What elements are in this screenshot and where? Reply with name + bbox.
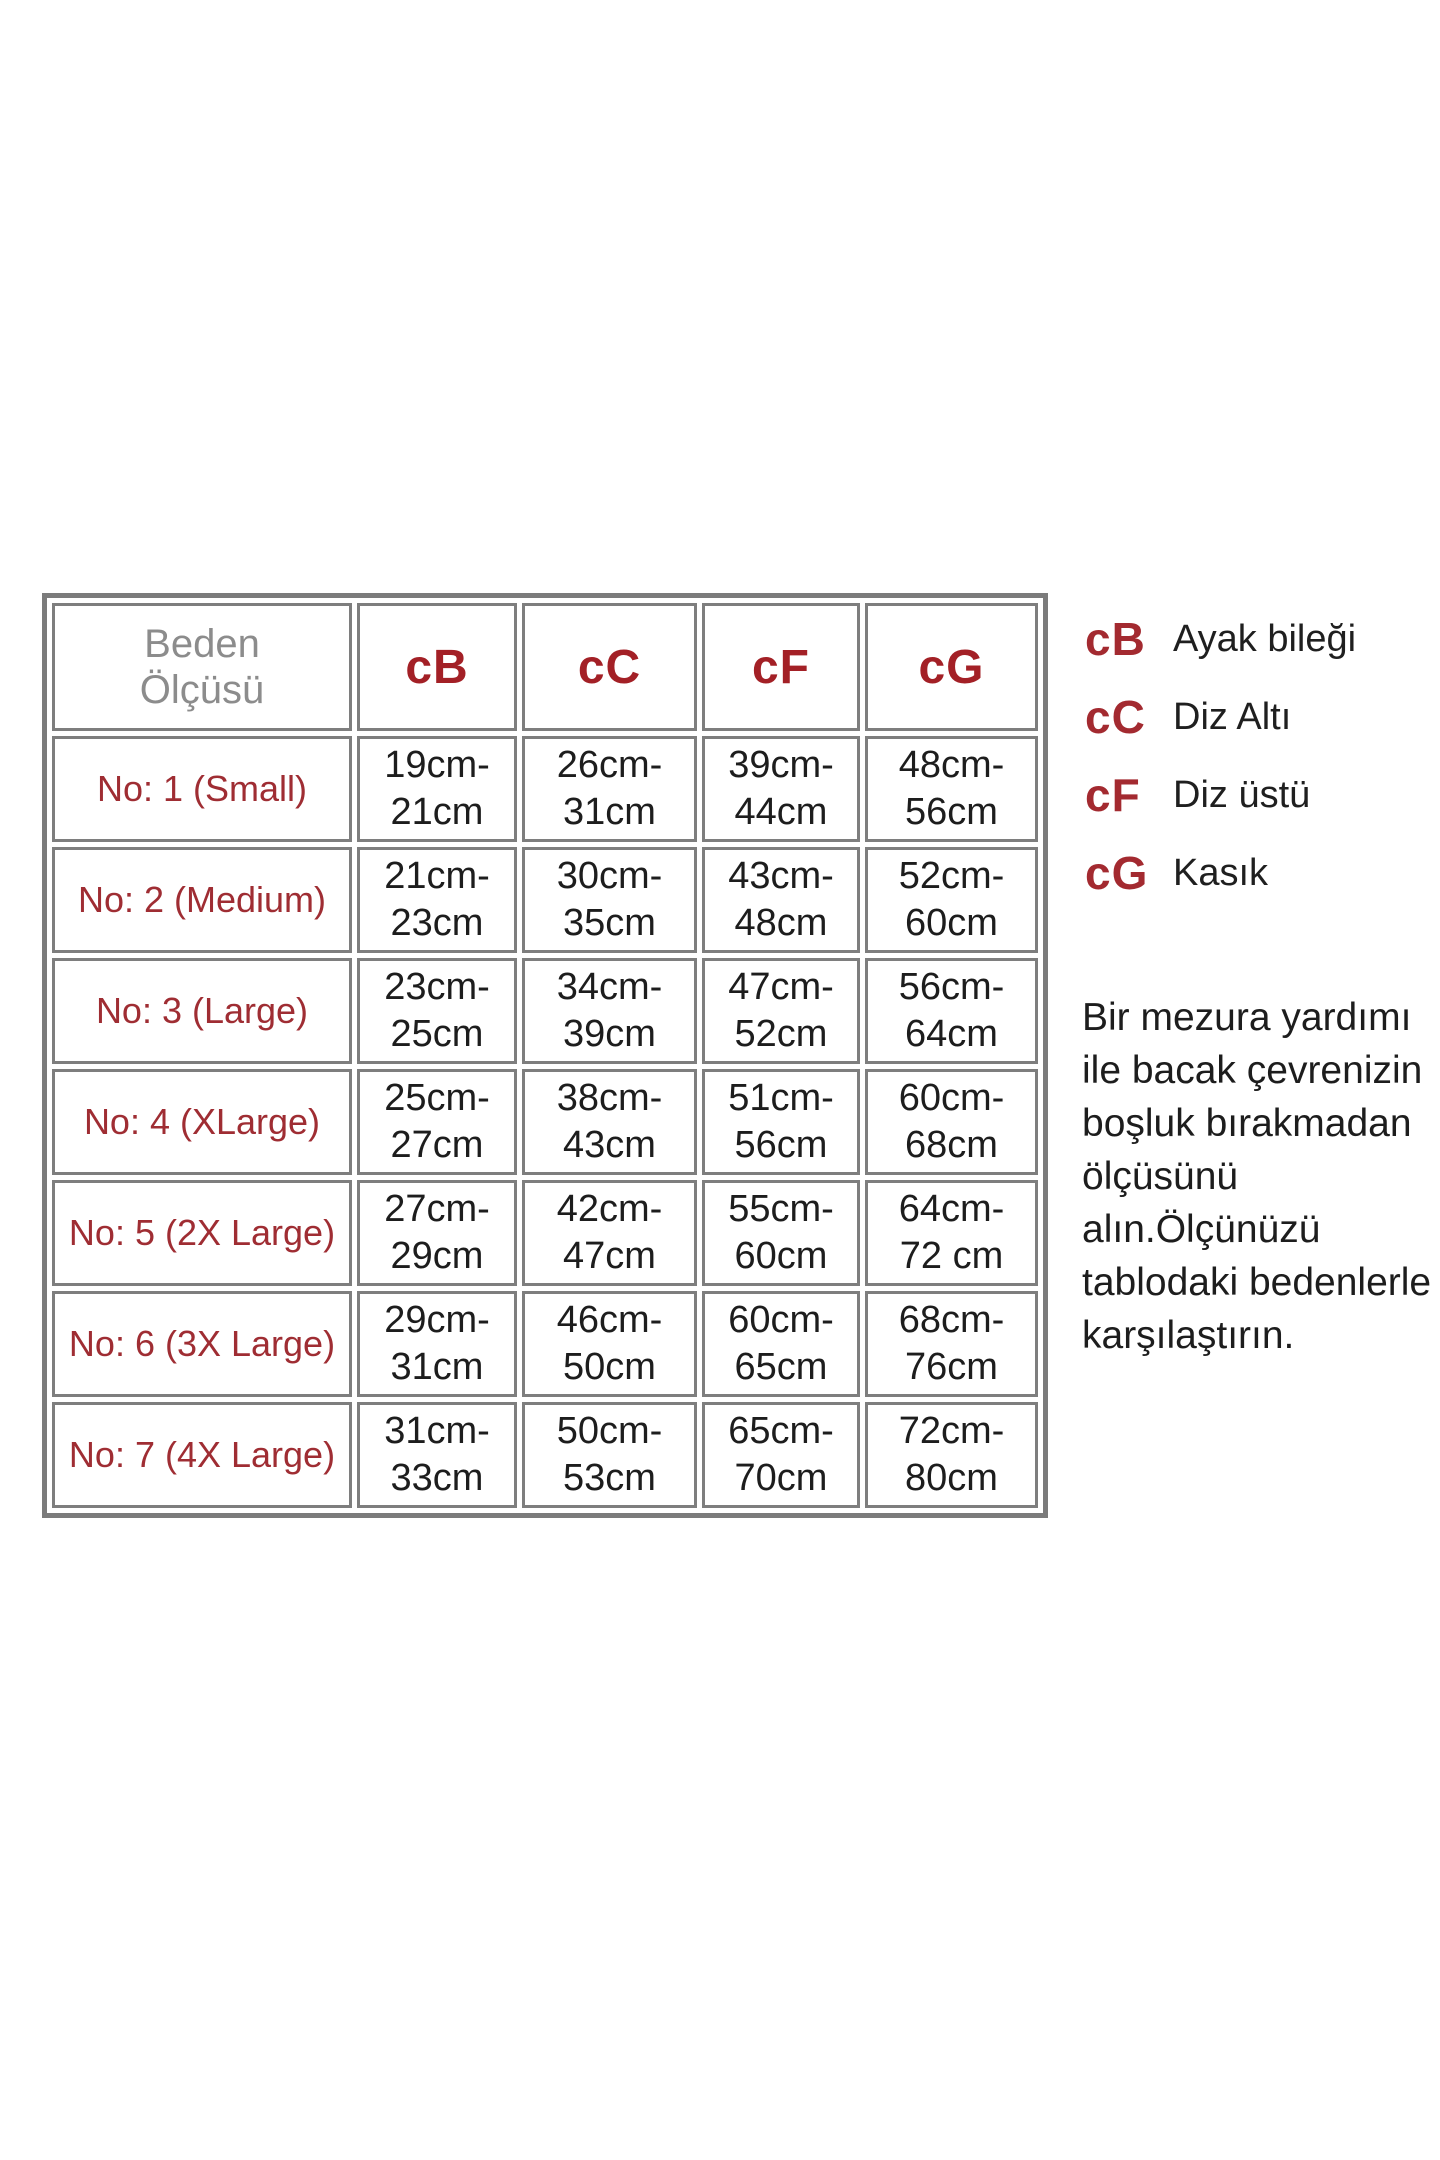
cell-r3-cG: 56cm- 64cm <box>865 958 1038 1064</box>
row-label-6: No: 6 (3X Large) <box>52 1291 352 1397</box>
row-label-7: No: 7 (4X Large) <box>52 1402 352 1508</box>
cell-r4-cB: 25cm- 27cm <box>357 1069 517 1175</box>
cell-r7-cG: 72cm- 80cm <box>865 1402 1038 1508</box>
cell-r1-cC: 26cm- 31cm <box>522 736 697 842</box>
cell-r6-cF: 60cm- 65cm <box>702 1291 860 1397</box>
legend-item-cC <box>1085 690 1440 744</box>
row-label-2: No: 2 (Medium) <box>52 847 352 953</box>
cell-r3-cB: 23cm- 25cm <box>357 958 517 1064</box>
row-label-1: No: 1 (Small) <box>52 736 352 842</box>
cell-r3-cF: 47cm- 52cm <box>702 958 860 1064</box>
measurement-legend <box>1085 612 1440 924</box>
cell-r5-cF: 55cm- 60cm <box>702 1180 860 1286</box>
cell-r4-cG: 60cm- 68cm <box>865 1069 1038 1175</box>
legend-code-cC: cC <box>1085 691 1146 743</box>
header-col-cG: cG <box>865 603 1038 731</box>
cell-r7-cC: 50cm- 53cm <box>522 1402 697 1508</box>
header-col-cB: cB <box>357 603 517 731</box>
cell-r6-cB: 29cm- 31cm <box>357 1291 517 1397</box>
cell-r7-cF: 65cm- 70cm <box>702 1402 860 1508</box>
header-size-label-cell <box>52 603 352 731</box>
header-col-cC: cC <box>522 603 697 731</box>
cell-r1-cF: 39cm- 44cm <box>702 736 860 842</box>
legend-item-cF <box>1085 768 1440 822</box>
cell-r3-cC: 34cm- 39cm <box>522 958 697 1064</box>
size-chart-table <box>42 593 1048 1518</box>
cell-r6-cC: 46cm- 50cm <box>522 1291 697 1397</box>
cell-r1-cB: 19cm- 21cm <box>357 736 517 842</box>
measurement-instructions: Bir mezura yardımı ile bacak çevrenizin boşluk bırakmadan ölçüsünü alın.Ölçünüzü tablodaki bedenlerle karşılaştırın. <box>1082 996 1432 1357</box>
legend-label-cC: Diz Altı <box>1173 695 1292 738</box>
legend-item-cG <box>1085 846 1440 900</box>
cell-r1-cG: 48cm- 56cm <box>865 736 1038 842</box>
cell-r2-cG: 52cm- 60cm <box>865 847 1038 953</box>
legend-code-cF: cF <box>1085 769 1141 821</box>
cell-r2-cC: 30cm- 35cm <box>522 847 697 953</box>
legend-item-cB <box>1085 612 1440 666</box>
legend-code-cB: cB <box>1085 613 1146 665</box>
header-col-cF: cF <box>702 603 860 731</box>
legend-code-cG: cG <box>1085 847 1149 899</box>
row-label-4: No: 4 (XLarge) <box>52 1069 352 1175</box>
cell-r5-cC: 42cm- 47cm <box>522 1180 697 1286</box>
cell-r7-cB: 31cm- 33cm <box>357 1402 517 1508</box>
cell-r4-cF: 51cm- 56cm <box>702 1069 860 1175</box>
cell-r4-cC: 38cm- 43cm <box>522 1069 697 1175</box>
header-size-label: Beden Ölçüsü <box>139 622 265 712</box>
cell-r2-cF: 43cm- 48cm <box>702 847 860 953</box>
legend-label-cG: Kasık <box>1173 851 1269 894</box>
row-label-5: No: 5 (2X Large) <box>52 1180 352 1286</box>
cell-r6-cG: 68cm- 76cm <box>865 1291 1038 1397</box>
row-label-3: No: 3 (Large) <box>52 958 352 1064</box>
legend-label-cF: Diz üstü <box>1173 773 1311 816</box>
cell-r2-cB: 21cm- 23cm <box>357 847 517 953</box>
cell-r5-cB: 27cm- 29cm <box>357 1180 517 1286</box>
legend-label-cB: Ayak bileği <box>1173 617 1357 660</box>
cell-r5-cG: 64cm- 72 cm <box>865 1180 1038 1286</box>
